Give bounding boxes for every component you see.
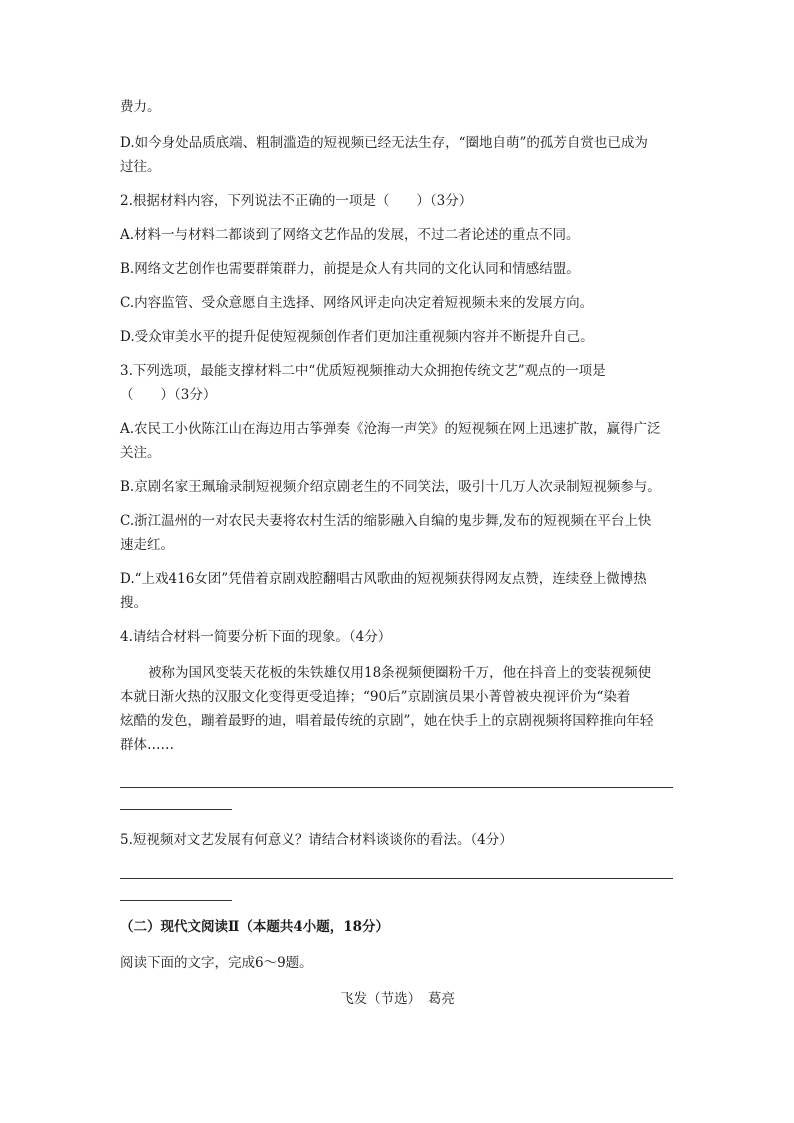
passage-line: 群体…… [120,737,174,753]
instruction: 阅读下面的文字，完成6～9题。 [120,955,313,971]
passage-line: 被称为国风变装天花板的朱铁雄仅用18条视频便圈粉千万，他在抖音上的变装视频使 [148,665,652,681]
option-d: D.“上戏416女团”凭借着京剧戏腔翻唱古风歌曲的短视频获得网友点赞，连续登上微博热 [120,571,647,587]
answer-line-short[interactable] [120,809,232,810]
passage-line: 本就日渐火热的汉服文化变得更受追捧；“90后”京剧演员果小菁曾被央视评价为“染着 [120,689,631,705]
exam-page [120,95,675,1011]
option-b: B.京剧名家王珮瑜录制短视频介绍京剧老生的不同笑法，吸引十几万人次录制短视频参与。 [120,479,661,495]
answer-line[interactable] [120,787,673,788]
question-5: 5.短视频对文艺发展有何意义？请结合材料谈谈你的看法。（4分） [120,832,513,848]
option-d: D.受众审美水平的提升促使短视频创作者们更加注重视频内容并不断提升自己。 [120,329,594,345]
option-a-cont: 关注。 [120,445,161,461]
section-heading: （二）现代文阅读Ⅱ（本题共4小题，18分） [120,919,390,935]
answer-line-short[interactable] [120,900,232,901]
option-c-cont: 速走红。 [120,537,174,553]
option-d-cont: 搜。 [120,595,147,611]
option-d-line: D.如今身处品质底端、粗制滥造的短视频已经无法生存，“圈地自萌”的孤芳自赏也已成为 [120,135,648,151]
passage-line: 炫酷的发色，蹦着最野的迪，唱着最传统的京剧”，她在快手上的京剧视频将国粹推向年轻 [120,713,654,729]
article-title: 飞发（节选） 葛亮 [340,991,455,1007]
question-3-score: （ ）（3分） [120,387,217,403]
question-3: 3.下列选项，最能支撑材料二中“优质短视频推动大众拥抱传统文艺”观点的一项是 [120,363,606,379]
option-a: A.农民工小伙陈江山在海边用古筝弹奏《沧海一声笑》的短视频在网上迅速扩散，赢得广泛 [120,421,661,437]
option-c: C.浙江温州的一对农民夫妻将农村生活的缩影融入自编的鬼步舞,发布的短视频在平台上快 [120,513,652,529]
question-4: 4.请结合材料一简要分析下面的现象。（4分） [120,629,392,645]
option-d-line: 过往。 [120,159,161,175]
question-2: 2.根据材料内容，下列说法不正确的一项是（ ）（3分） [120,193,473,209]
option-b: B.网络文艺创作也需要群策群力，前提是众人有共同的文化认同和情感结盟。 [120,261,580,277]
option-a: A.材料一与材料二都谈到了网络文艺作品的发展，不过二者论述的重点不同。 [120,227,580,243]
text-line: 费力。 [120,99,161,115]
answer-line[interactable] [120,878,673,879]
option-c: C.内容监管、受众意愿自主选择、网络风评走向决定着短视频未来的发展方向。 [120,295,594,311]
